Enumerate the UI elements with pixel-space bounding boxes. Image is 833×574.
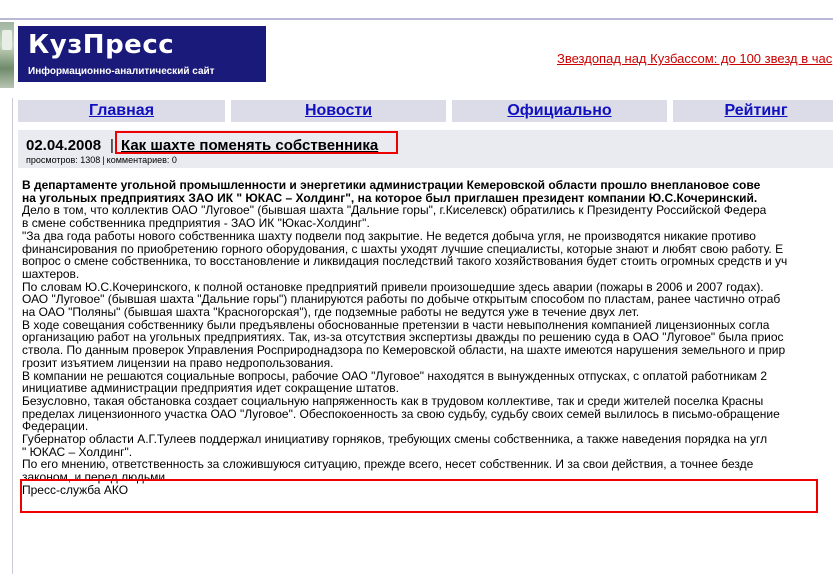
comments-count: комментариев: 0 bbox=[106, 155, 177, 165]
article-line: финансирования по приобретению горного оборудования, с шахты уходят лучшие специалисты, которые знают и любят свою работу. Е bbox=[22, 241, 784, 256]
article-body bbox=[22, 179, 833, 574]
article-title[interactable]: Как шахте поменять собственника bbox=[121, 137, 379, 154]
article-line: организацию работ на угольных предприятиях. Так, из-за отсутствия экспертизы дважды по решению суда в ОАО "Луговое" была приос bbox=[22, 330, 784, 345]
article-line: В компании не решаются социальные вопросы, рабочие ОАО "Луговое" находятся в вынужденных отпусках, с оплатой работникам 2 bbox=[22, 368, 768, 383]
top-frame-rule bbox=[0, 0, 833, 20]
side-photo bbox=[0, 22, 14, 88]
main-nav bbox=[18, 100, 833, 122]
nav-item-rating[interactable]: Рейтинг bbox=[673, 100, 833, 122]
article-line: ствола. По данным проверок Управления Росприроднадзора по Кемеровской области, на шахте имеются нарушения земельного и прир bbox=[22, 343, 786, 358]
article-line: грозит изъятием лицензии на право недропользования. bbox=[22, 355, 334, 370]
article-line: пределах лицензионного участка ОАО "Луговое". Обеспокоенность за свою судьбу, судьбу своих семей вылилось в письмо-обращение bbox=[22, 406, 780, 421]
site-logo[interactable] bbox=[18, 26, 266, 82]
article-line: В ходе совещания собственнику были предъявлены обоснованные претензии в части невыполнения компанией лицензионных согла bbox=[22, 317, 770, 332]
logo-title: КузПресс bbox=[28, 30, 175, 60]
article-line: ОАО "Луговое" (бывшая шахта "Дальние горы") планируются работы по добыче открытым способом по пластам, ранее частично отраб bbox=[22, 292, 781, 307]
promo-link[interactable]: Звездопад над Кузбассом: до 100 звезд в час bbox=[557, 51, 833, 66]
article-line: шахтеров. bbox=[22, 266, 80, 281]
article-line: Губернатор области А.Г.Тулеев поддержал инициативу горняков, требующих смены собственника, а также наведения порядка на угл bbox=[22, 432, 768, 447]
article-line: на угольных предприятиях ЗАО ИК " ЮКАС – Холдинг", на которое был приглашен президент компании Ю.С.Кочеринский. bbox=[22, 190, 758, 205]
article-line: В департаменте угольной промышленности и энергетики администрации Кемеровской области прошло внеплановое сове bbox=[22, 179, 761, 192]
top-frame-rule-accent bbox=[0, 18, 833, 20]
article-line: в смене собственника предприятия - ЗАО ИК "Юкас-Холдинг". bbox=[22, 216, 370, 231]
header-separator bbox=[12, 92, 833, 98]
meta-separator: | bbox=[102, 155, 105, 165]
article-date: 02.04.2008 bbox=[26, 137, 102, 154]
left-frame-bar bbox=[0, 92, 13, 574]
nav-item-official[interactable]: Официально bbox=[452, 100, 667, 122]
article-line: на ОАО "Поляны" (бывшая шахта "Красногорская"), где подземные работы не ведутся уже в течение двух лет. bbox=[22, 305, 640, 320]
article-line: вопрос о смене собственника, то восстановление и ликвидация последствий такого хозяйствования будет стоить огромных средств и уч bbox=[22, 254, 788, 269]
article-line: Безусловно, такая обстановка создает социальную напряженность как в трудовом коллективе, так и среди жителей поселка Красны bbox=[22, 393, 764, 408]
views-count: просмотров: 1308 bbox=[26, 155, 101, 165]
article-line: Федерации. bbox=[22, 419, 89, 434]
nav-item-home[interactable]: Главная bbox=[18, 100, 225, 122]
article-line: " ЮКАС – Холдинг". bbox=[22, 444, 133, 459]
article-line: По словам Ю.С.Кочеринского, к полной остановке предприятий привели произошедшие здесь аварии (пожары в 2006 и 2007 годах). bbox=[22, 279, 764, 294]
logo-subtitle: Информационно-аналитический сайт bbox=[28, 66, 215, 77]
article-line: законом, и перед людьми. bbox=[22, 470, 169, 485]
article-meta bbox=[26, 155, 177, 165]
article-line: Дело в том, что коллектив ОАО "Луговое" (бывшая шахта "Дальние горы", г.Киселевск) обратились к Президенту Российской Федера bbox=[22, 203, 767, 218]
article-line: инициативе администрации предприятия идет сокращение штатов. bbox=[22, 381, 399, 396]
article-line: "За два года работы нового собственника шахту подвели под закрытие. Не ведется добыча угля, не производятся никакие противо bbox=[22, 228, 756, 243]
nav-item-news[interactable]: Новости bbox=[231, 100, 446, 122]
article-line: По его мнению, ответственность за сложившуюся ситуацию, прежде всего, несет собственник. И за свои действия, а точнее безде bbox=[22, 457, 754, 472]
title-separator: | bbox=[110, 137, 114, 154]
article-line: Пресс-служба АКО bbox=[22, 482, 129, 497]
content-separator bbox=[18, 172, 833, 174]
